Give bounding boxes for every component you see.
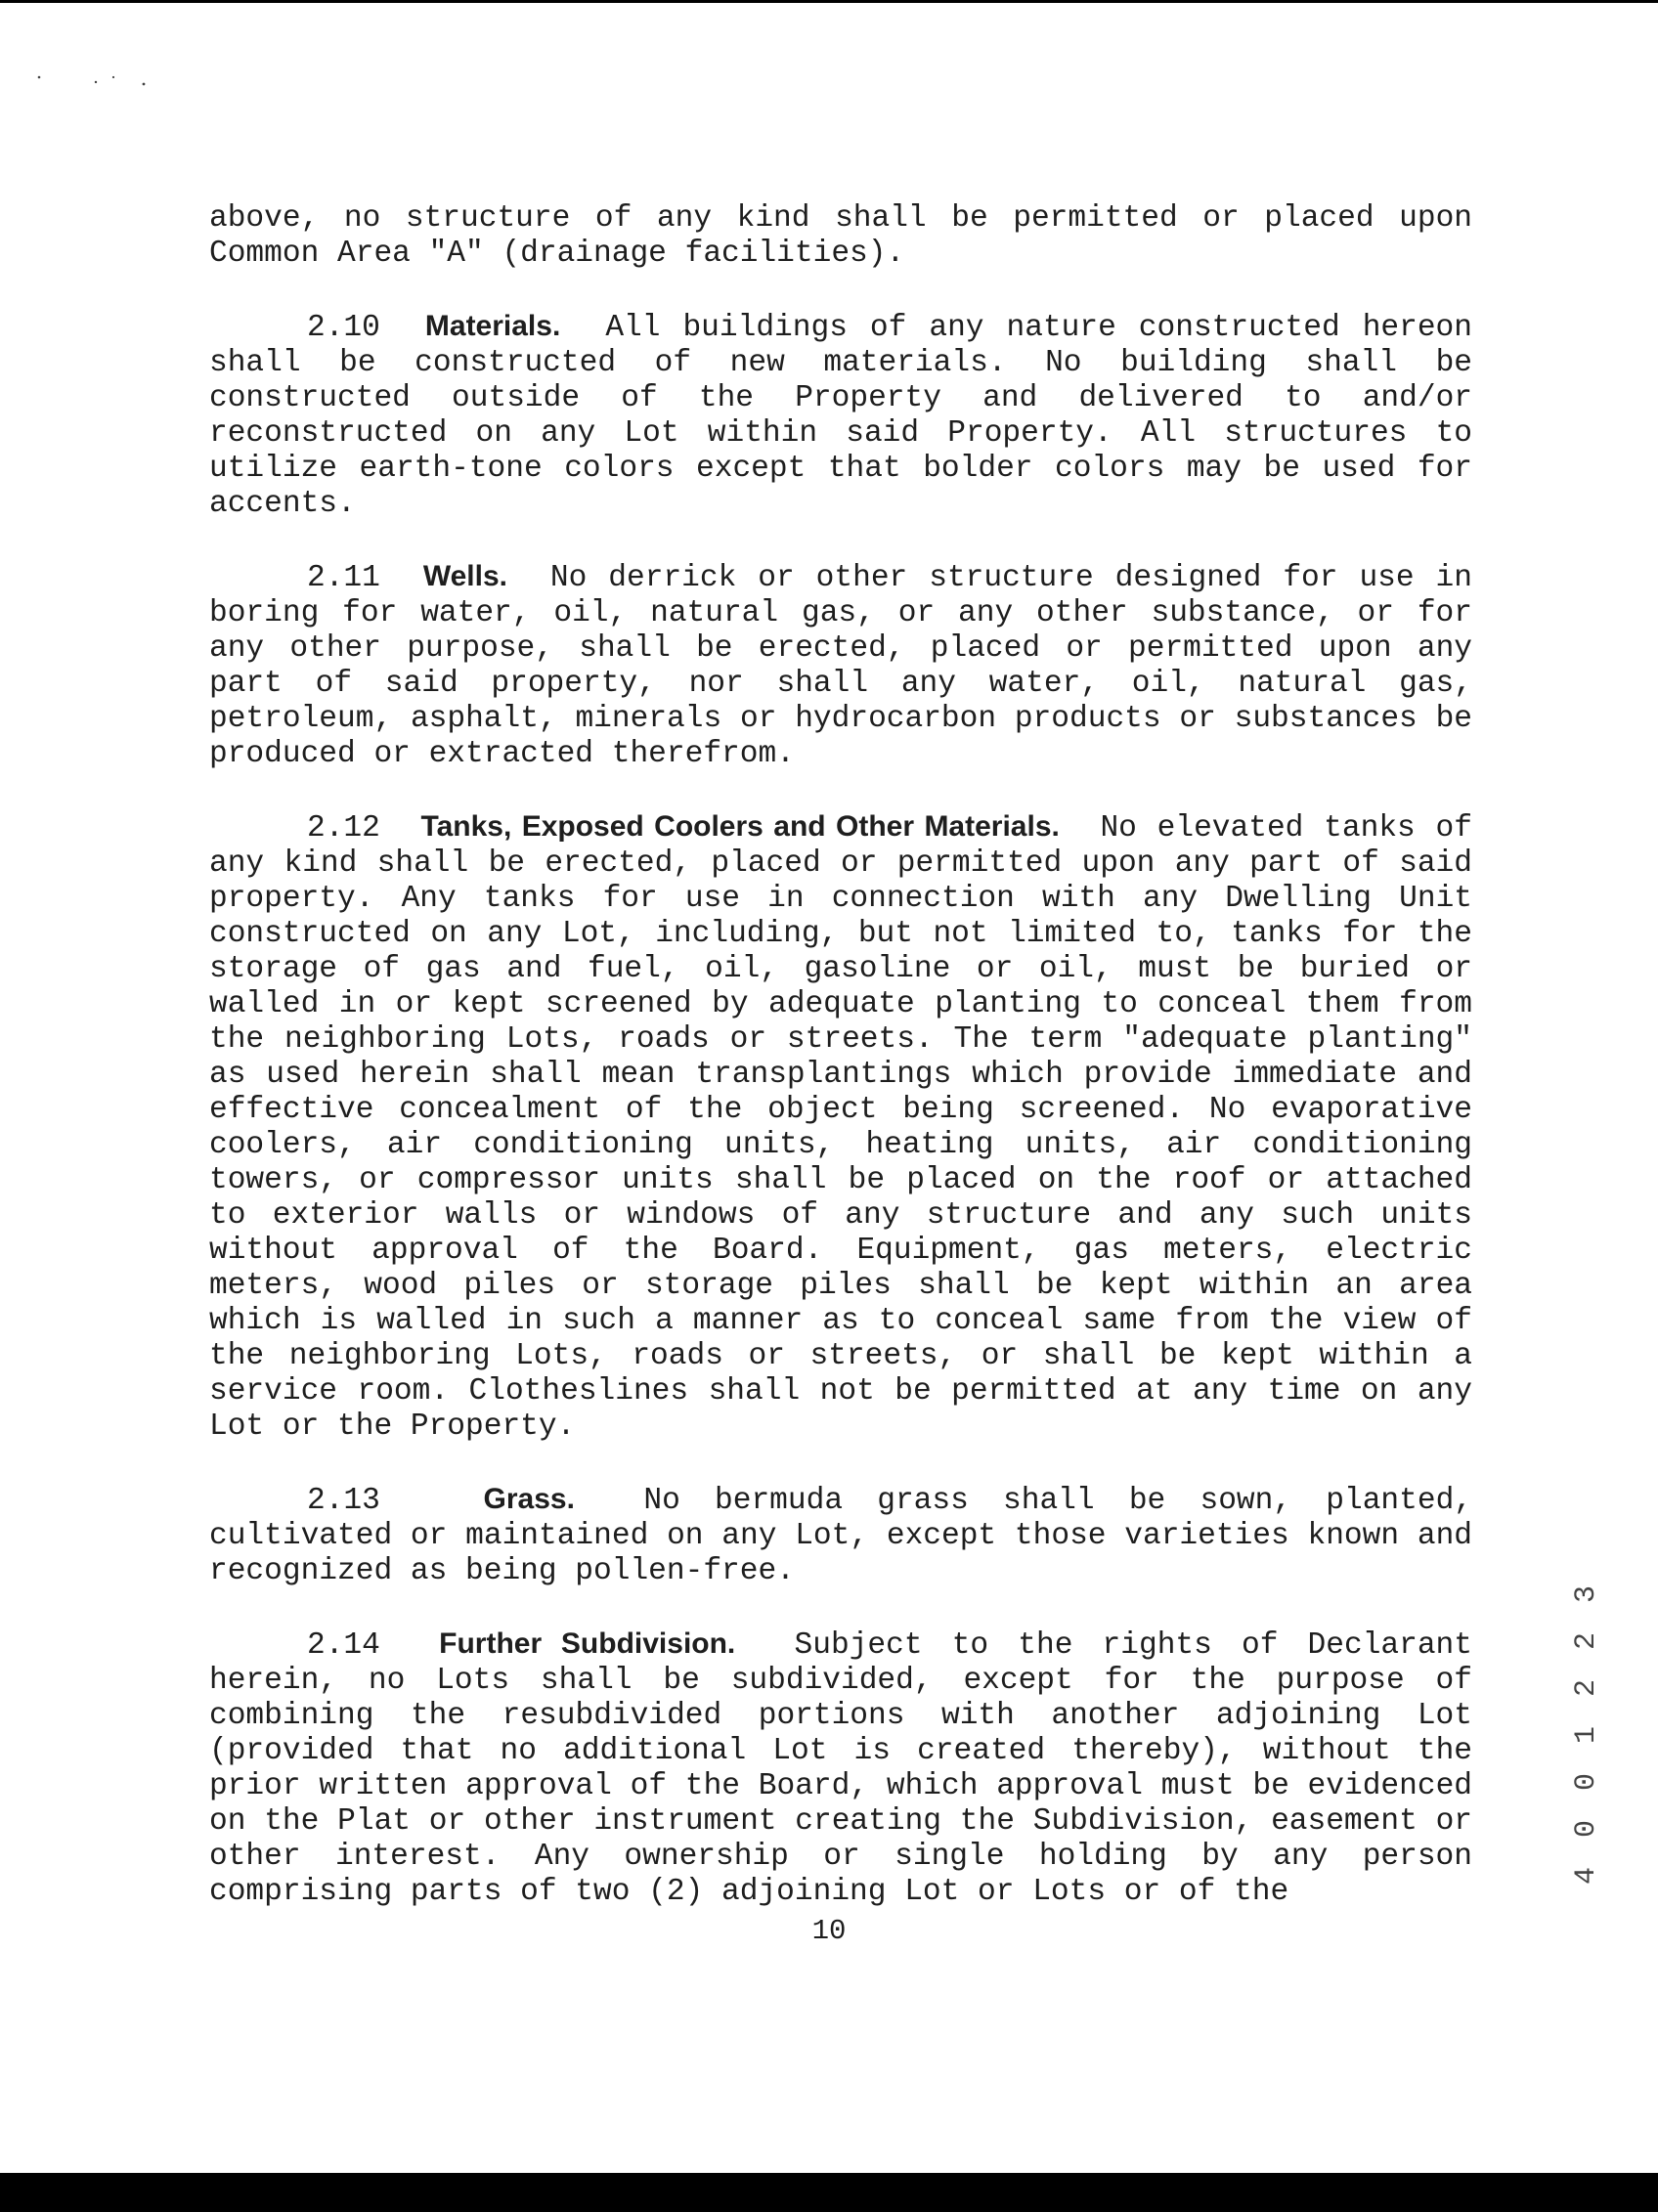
paragraph-continuation [209,201,1472,272]
paragraph-text: No elevated tanks of any kind shall be erected, placed or permitted upon any part of said property. Any tanks for use in connection with any Dwelling Unit constructed on any Lot, including, but not limited to, tanks for the storage of gas and fuel, oil, gasoline or oil, must be buried or walled in or kept screened by adequate planting to conceal them from the neighboring Lots, roads or streets. The term "adequate planting" as used herein shall mean transplantings which provide immediate and effective concealment of the object being screened. No evaporative coolers, air conditioning units, heating units, air conditioning towers, or compressor units shall be placed on the roof or attached to exterior walls or windows of any structure and any such units without approval of the Board. Equipment, gas meters, electric meters, wood piles or storage piles shall be kept within an area which is walled in such a manner as to conceal same from the view of the neighboring Lots, roads or streets, or shall be kept within a service room. Clotheslines shall not be permitted at any time on any Lot or the Property. [209,811,1472,1444]
section-number: 2.14 [307,1628,380,1663]
section-number: 2.13 [307,1484,380,1518]
section-number: 2.11 [307,561,380,595]
scan-bottom-border [0,2173,1658,2212]
section-heading: Wells. [422,560,507,592]
section-heading: Materials. [424,310,561,342]
paragraph-text: All buildings of any nature constructed hereon shall be constructed of new materials. No building shall be constructed outside of the Property and delivered to and/or reconstructed on any Lot within said Property. All structures to utilize earth-tone colors except that bolder colors may be used for accents. [209,311,1472,521]
section-2-14-further-subdivision [209,1626,1472,1910]
section-number: 2.10 [307,311,380,345]
section-2-12-tanks [209,809,1472,1445]
section-2-10-materials [209,309,1472,522]
section-2-13-grass [209,1482,1472,1589]
scan-specks [35,73,231,93]
section-heading: Tanks, Exposed Coolers and Other Materials. [420,810,1060,843]
paragraph-text: Subject to the rights of Declarant herein, no Lots shall be subdivided, except for the purpose of combining the resubdivided portions with another adjoining Lot (provided that no additional Lot is created thereby), without the prior written approval of the Board, which approval must be evidenced on the Plat or other instrument creating the Subdivision, easement or other interest. Any ownership or single holding by any person comprising parts of two (2) adjoining Lot or Lots or of the [209,1628,1472,1909]
section-number: 2.12 [307,811,380,846]
side-stamp [1568,1554,1603,1887]
page-number: 10 [811,1915,847,1947]
paragraph-text: above, no structure of any kind shall be permitted or placed upon Common Area "A" (drainage facilities). [209,201,1472,271]
document-body [209,201,1472,1947]
side-stamp-text: 4 0 0 1 2 2 3 [1570,1579,1603,1885]
section-heading: Grass. [483,1483,575,1515]
paragraph-text: No derrick or other structure designed for use in boring for water, oil, natural gas, or any other substance, or for any other purpose, shall be erected, placed or permitted upon any part of said property, nor shall any water, oil, natural gas, petroleum, asphalt, minerals or hydrocarbon products or substances be produced or extracted therefrom. [209,561,1472,771]
section-2-11-wells [209,559,1472,772]
paragraph-text: No bermuda grass shall be sown, planted, cultivated or maintained on any Lot, except those varieties known and recognized as being pollen-free. [209,1484,1472,1588]
section-heading: Further Subdivision. [439,1627,736,1660]
